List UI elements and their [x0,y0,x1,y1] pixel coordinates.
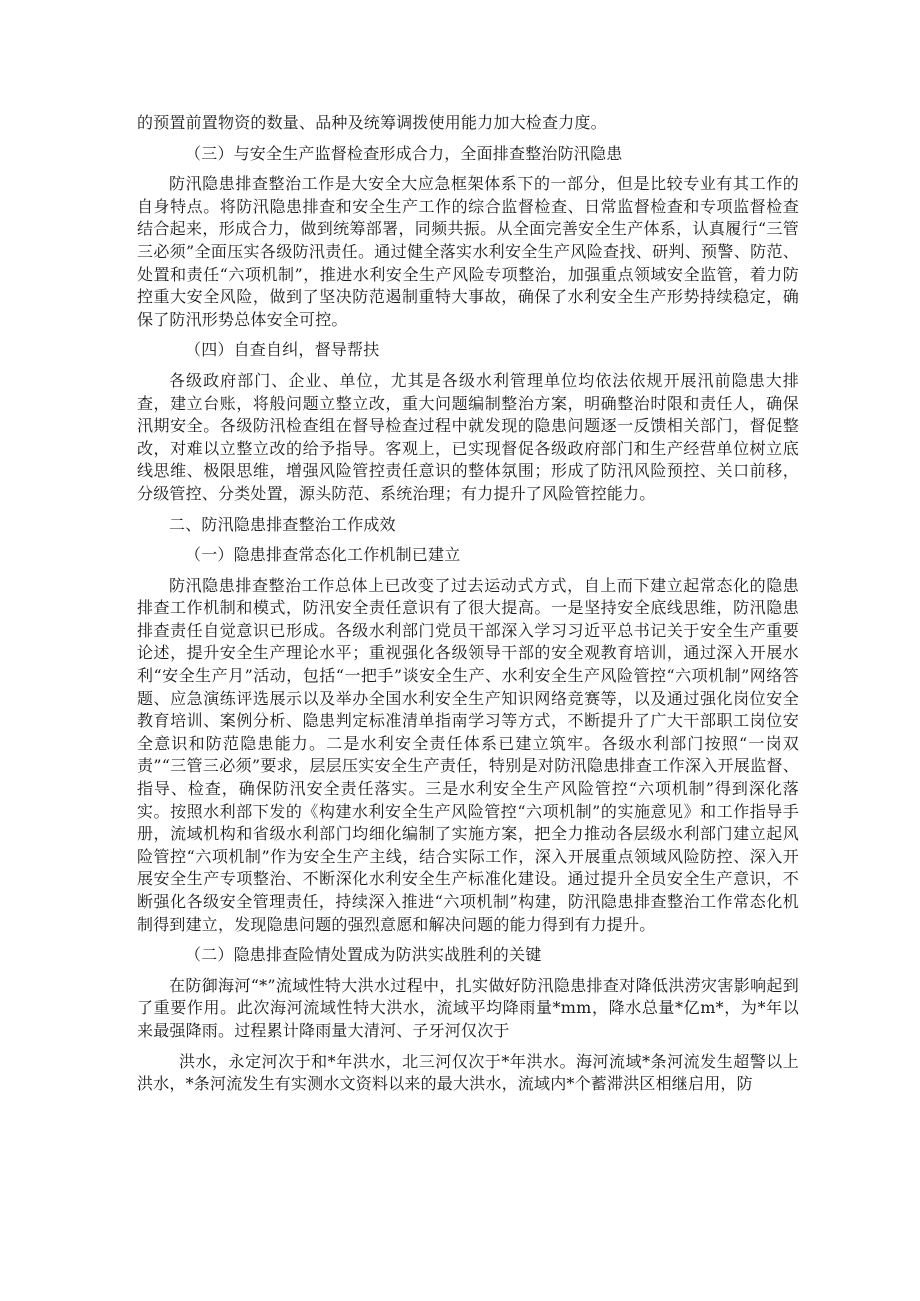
paragraph-flood-defense: 在防御海河“*”流域性特大洪水过程中，扎实做好防汛隐患排查对降低洪涝灾害影响起到了重要作用。此次海河流域性特大洪水，流域平均降雨量*mm，降水总量*亿m*，为*年以来最强降雨。过程累计降雨量大清河、子牙河仅次于 [137,975,799,1040]
subheading-3: （三）与安全生产监督检查形成合力，全面排查整治防汛隐患 [185,143,623,163]
subheading-2-1: （一）隐患排查常态化工作机制已建立 [185,545,461,565]
section-heading-2: 二、防汛隐患排查整治工作成效 [169,514,396,534]
paragraph-preceding-text: 的预置前置物资的数量、品种及统筹调拨使用能力加大检查力度。 [137,113,607,132]
subheading-4: （四）自查自纠，督导帮扶 [185,340,380,360]
document-page [137,112,799,1096]
subheading-2-2: （二）隐患排查险情处置成为防洪实战胜利的关键 [185,945,542,965]
paragraph-joint-inspection: 防汛隐患排查整治工作是大安全大应急框架体系下的一部分，但是比较专业有其工作的自身特点。将防汛隐患排查和安全生产工作的综合监督检查、日常监督检查和专项监督检查结合起来，形成合力，做到统筹部署，同频共振。从全面完善安全生产体系，认真履行“三管三必须”全面压实各级防汛责任。通过健全落实水利安全生产风险查找、研判、预警、防范、处置和责任“六项机制”，推进水利安全生产风险专项整治，加强重点领域安全监管，着力防控重大安全风险，做到了坚决防范遏制重特大事故，确保了水利安全生产形势持续稳定，确保了防汛形势总体安全可控。 [137,174,799,329]
paragraph-normalized-mechanism: 防汛隐患排查整治工作总体上已改变了过去运动式方式，自上而下建立起常态化的隐患排查工作机制和模式，防汛安全责任意识有了很大提高。一是坚持安全底线思维，防汛隐患排查责任自觉意识已形成。各级水利部门党员干部深入学习习近平总书记关于安全生产重要论述，提升安全生产理论水平；重视强化各级领导干部的安全观教育培训，通过深入开展水利“安全生产月”活动，包括“一把手”谈安全生产、水利安全生产风险管控“六项机制”网络答题、应急演练评选展示以及举办全国水利安全生产知识网络竞赛等，以及通过强化岗位安全教育培训、案例分析、隐患判定标准清单指南学习等方式，不断提升了广大干部职工岗位安全意识和防范隐患能力。二是水利安全责任体系已建立筑牢。各级水利部门按照“一岗双责”“三管三必须”要求，层层压实安全生产责任，特别是对防汛隐患排查工作深入开展监督、指导、检查，确保防汛安全责任落实。三是水利安全生产风险管控“六项机制”得到深化落实。按照水利部下发的《构建水利安全生产风险管控“六项机制”的实施意见》和工作指导手册，流域机构和省级水利部门均细化编制了实施方案，把全力推动各层级水利部门建立起风险管控“六项机制”作为安全生产主线，结合实际工作，深入开展重点领域风险防控、深入开展安全生产专项整治、不断深化水利安全生产标准化建设。通过提升全员安全生产意识，不断强化各级安全管理责任，持续深入推进“六项机制”构建，防汛隐患排查整治工作常态化机制得到建立，发现隐患问题的强烈意愿和解决问题的能力得到有力提升。 [137,575,799,934]
paragraph-self-inspection: 各级政府部门、企业、单位，尤其是各级水利管理单位均依法依规开展汛前隐患大排查，建立台账，将般问题立整立改，重大问题编制整治方案，明确整治时限和责任人，确保汛期安全。各级防汛检查组在督导检查过程中就发现的隐患问题逐一反馈相关部门，督促整改，对难以立整立改的给予指导。客观上，已实现督促各级政府部门和生产经营单位树立底线思维、极限思维，增强风险管控责任意识的整体氛围；形成了防汛风险预控、关口前移，分级管控、分类处置，源头防范、系统治理；有力提升了风险管控能力。 [137,370,799,503]
paragraph-flood-continuation: 洪水，永定河次于和*年洪水，北三河仅次于*年洪水。海河流域*条河流发生超警以上洪水，*条河流发生有实测水文资料以来的最大洪水，流域内*个蓄滞洪区相继启用，防 [137,1051,799,1094]
